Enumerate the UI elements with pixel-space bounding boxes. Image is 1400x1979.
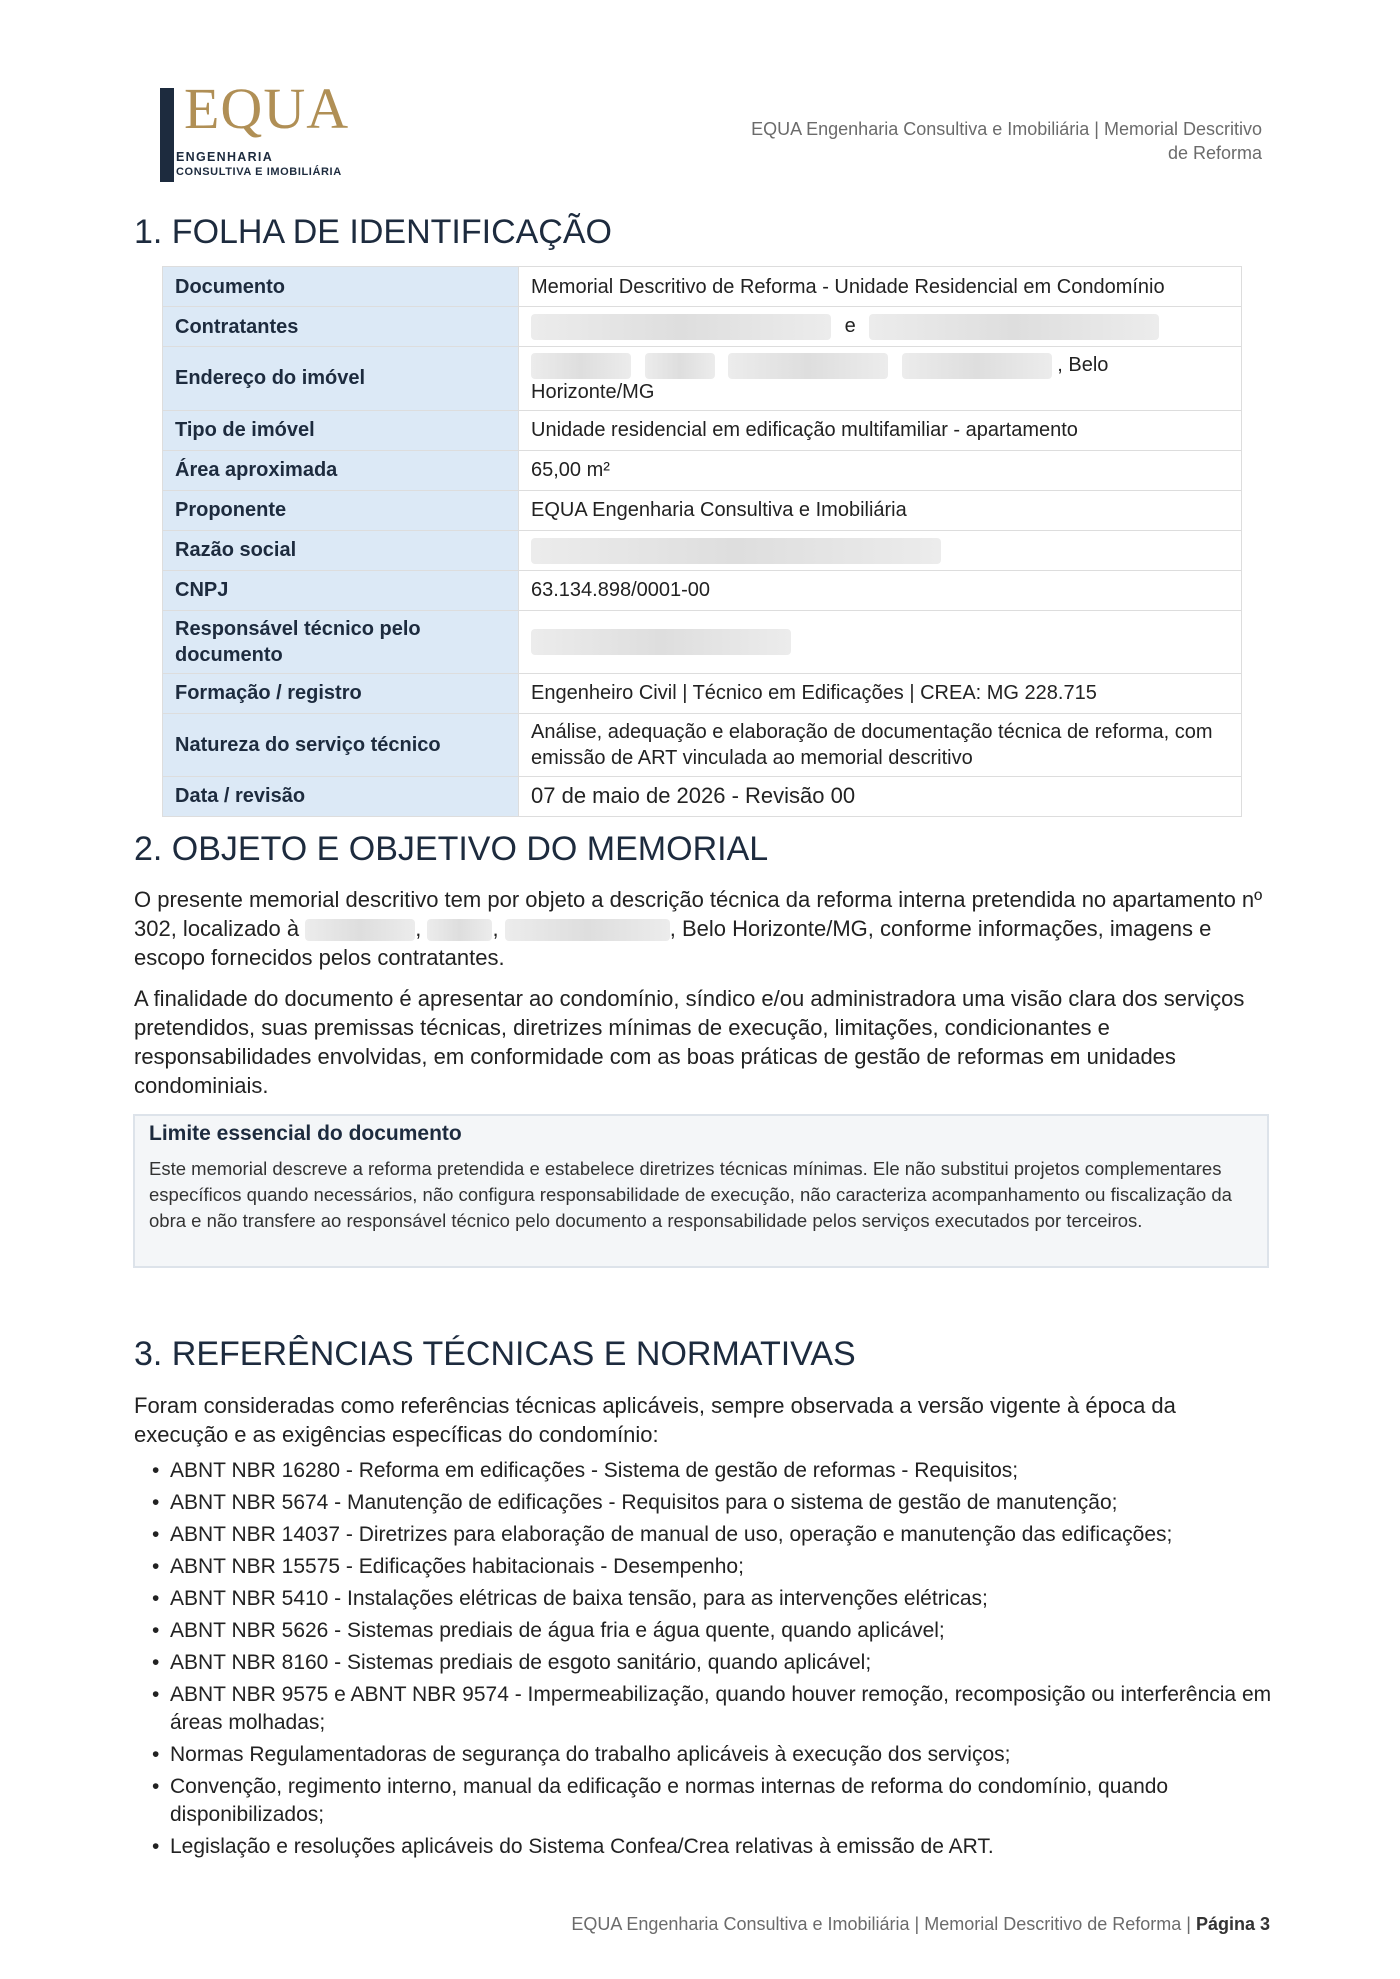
section-3-title: 3. REFERÊNCIAS TÉCNICAS E NORMATIVAS [134,1335,856,1373]
row-value: Memorial Descritivo de Reforma - Unidade Residencial em Condomínio [519,267,1242,307]
row-label: Endereço do imóvel [163,347,519,411]
section-2-paragraph-1: O presente memorial descritivo tem por objeto a descrição técnica da reforma interna pretendida no apartamento nº 302, localizado à , , , Belo Horizonte/MG, conforme informações, imagens e escopo fornecidos pelos contratantes. [134,887,1263,970]
row-label: Documento [163,267,519,307]
page-header [702,117,1262,165]
table-row [163,347,1242,411]
table-row [163,307,1242,347]
redacted-block [531,629,791,655]
table-row [163,490,1242,530]
redacted-block [531,314,831,340]
references-list [152,1457,1272,1865]
redacted-block [728,353,888,379]
list-item: • Normas Regulamentadoras de segurança do trabalho aplicáveis à execução dos serviços; [152,1741,1272,1769]
row-value: Unidade residencial em edificação multifamiliar - apartamento [519,410,1242,450]
row-label: Razão social [163,530,519,570]
list-item: • ABNT NBR 15575 - Edificações habitacionais - Desempenho; [152,1553,1272,1581]
section-1-title: 1. FOLHA DE IDENTIFICAÇÃO [134,213,612,251]
table-row [163,450,1242,490]
list-item: • ABNT NBR 9575 e ABNT NBR 9574 - Impermeabilização, quando houver remoção, recomposição ou interferência em áreas molhadas; [152,1681,1272,1737]
row-label: Data / revisão [163,776,519,816]
footer-text: EQUA Engenharia Consultiva e Imobiliária | Memorial Descritivo de Reforma | [571,1914,1191,1934]
document-limit-note [133,1114,1269,1268]
redacted-block [902,353,1052,379]
logo-subtitle-1: ENGENHARIA [176,150,274,164]
note-text: Este memorial descreve a reforma pretendida e estabelece diretrizes técnicas mínimas. Ele não substitui projetos complementares específicos quando necessários, não configura responsabilidade de execução, não caracteriza acompanhamento ou fiscalização da obra e não transfere ao responsável técnico pelo documento a responsabilidade pelos serviços executados por terceiros. [149,1158,1232,1231]
row-label: Proponente [163,490,519,530]
row-value: 65,00 m² [519,450,1242,490]
list-item: • ABNT NBR 14037 - Diretrizes para elaboração de manual de uso, operação e manutenção das edificações; [152,1521,1272,1549]
row-value-contratantes [519,307,1242,347]
row-value-endereco [519,347,1242,411]
list-item: • ABNT NBR 5410 - Instalações elétricas de baixa tensão, para as intervenções elétricas; [152,1585,1272,1613]
page-footer [571,1914,1270,1935]
table-row [163,673,1242,713]
row-value: , Belo Horizonte/MG [531,354,1109,403]
row-value-razao [519,530,1242,570]
section-2-title: 2. OBJETO E OBJETIVO DO MEMORIAL [134,830,769,868]
table-row [163,776,1242,816]
list-item: • Convenção, regimento interno, manual da edificação e normas internas de reforma do condomínio, quando disponibilizados; [152,1773,1272,1829]
table-row [163,570,1242,610]
row-label: Contratantes [163,307,519,347]
row-value: 07 de maio de 2026 - Revisão 00 [519,776,1242,816]
logo-subtitle-2: CONSULTIVA E IMOBILIÁRIA [176,166,342,178]
row-label: Responsável técnico pelo documento [163,610,519,673]
note-title: Limite essencial do documento [149,1122,462,1145]
paragraph-text: O presente memorial descritivo tem por objeto a descrição técnica da reforma interna pretendida no apartamento nº 302, localizado à [134,887,1263,941]
row-label: Formação / registro [163,673,519,713]
list-item: • ABNT NBR 5626 - Sistemas prediais de água fria e água quente, quando aplicável; [152,1617,1272,1645]
list-item: • ABNT NBR 5674 - Manutenção de edificações - Requisitos para o sistema de gestão de manutenção; [152,1489,1272,1517]
redacted-block [531,538,941,564]
list-item: • ABNT NBR 8160 - Sistemas prediais de esgoto sanitário, quando aplicável; [152,1649,1272,1677]
row-value: Análise, adequação e elaboração de documentação técnica de reforma, com emissão de ART vinculada ao memorial descritivo [519,713,1242,776]
redacted-block [531,353,631,379]
redacted-block [505,919,670,941]
row-value: e [844,315,856,338]
list-item: • Legislação e resoluções aplicáveis do Sistema Confea/Crea relativas à emissão de ART. [152,1833,1272,1861]
identification-table [162,266,1242,817]
row-value-responsavel [519,610,1242,673]
table-row [163,267,1242,307]
table-row [163,530,1242,570]
header-line-2: de Reforma [1167,143,1262,163]
logo-bar-mark [160,88,174,182]
list-item: • ABNT NBR 16280 - Reforma em edificações - Sistema de gestão de reformas - Requisitos; [152,1457,1272,1485]
table-row [163,410,1242,450]
section-2-paragraph-2: A finalidade do documento é apresentar ao condomínio, síndico e/ou administradora uma visão clara dos serviços pretendidos, suas premissas técnicas, diretrizes mínimas de execução, limitações, condicionantes e responsabilidades envolvidas, em conformidade com as boas práticas de gestão de reformas em unidades condominiais. [134,986,1245,1098]
row-value: EQUA Engenharia Consultiva e Imobiliária [519,490,1242,530]
row-label: Natureza do serviço técnico [163,713,519,776]
row-label: Área aproximada [163,450,519,490]
row-value: Engenheiro Civil | Técnico em Edificações | CREA: MG 228.715 [519,673,1242,713]
row-label: CNPJ [163,570,519,610]
redacted-block [869,314,1159,340]
row-value: 63.134.898/0001-00 [519,570,1242,610]
logo-wordmark: EQUA [184,76,350,141]
table-row [163,610,1242,673]
section-3-intro: Foram consideradas como referências técnicas aplicáveis, sempre observada a versão vigente à época da execução e as exigências específicas do condomínio: [134,1393,1176,1447]
header-line-1: EQUA Engenharia Consultiva e Imobiliária | Memorial Descritivo [751,119,1262,139]
page-number: Página 3 [1195,1914,1270,1934]
equa-logo [160,76,380,184]
redacted-block [645,353,715,379]
row-label: Tipo de imóvel [163,410,519,450]
table-row [163,713,1242,776]
redacted-block [305,919,415,941]
redacted-block [427,919,492,941]
paragraph-text: , Belo Horizonte/MG, conforme informações, imagens e escopo fornecidos pelos contratantes. [134,916,1212,970]
